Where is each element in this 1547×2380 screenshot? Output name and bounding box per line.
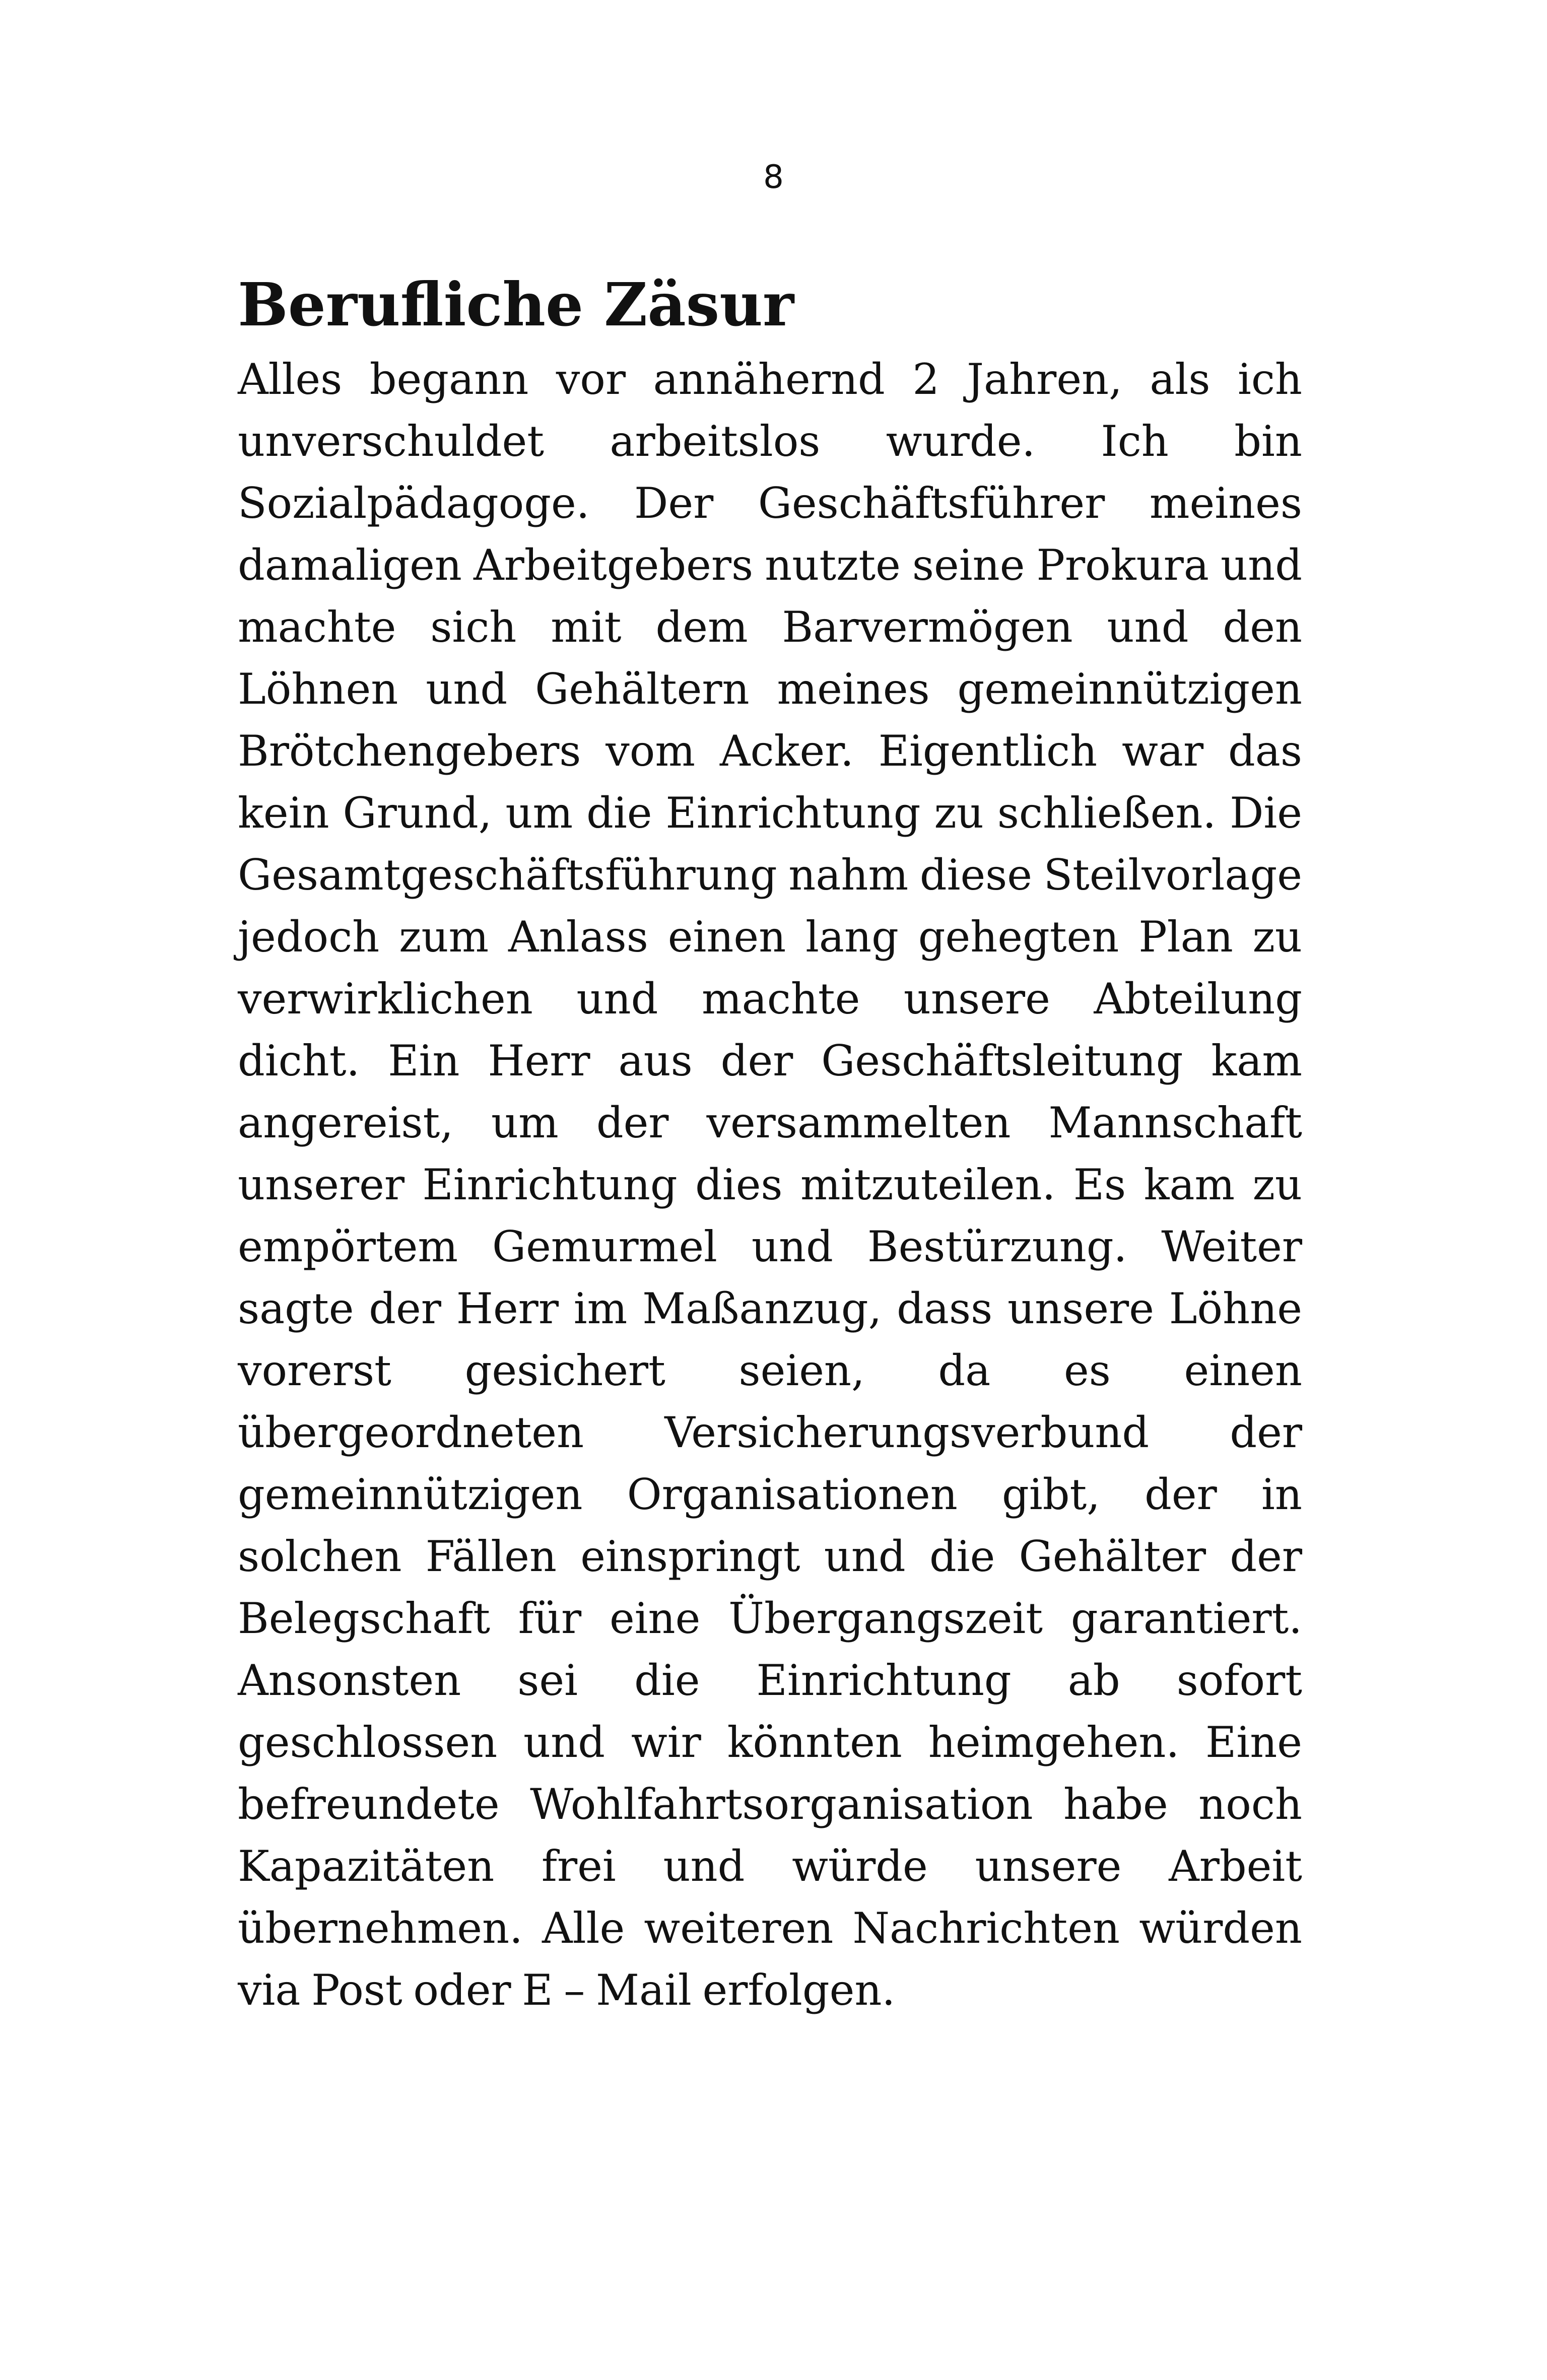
- chapter-title: Berufliche Zäsur: [238, 269, 794, 339]
- page-content: [238, 267, 1302, 2021]
- chapter-body-paragraph: Alles begann vor annähernd 2 Jahren, als ich unverschuldet arbeitslos wurde. Ich bin Sozialpädagoge. Der Geschäftsführer meines damaligen Arbeitgebers nutzte seine Prokura und machte sich mit dem Barvermögen und den Löhnen und Gehältern meines gemeinnützigen Brötchengebers vom Acker. Eigentlich war das kein Grund, um die Einrichtung zu schließen. Die Gesamtgeschäftsführung nahm diese Steilvorlage jedoch zum Anlass einen lang gehegten Plan zu verwirklichen und machte unsere Abteilung dicht. Ein Herr aus der Geschäftsleitung kam angereist, um der versammelten Mannschaft unserer Einrichtung dies mitzuteilen. Es kam zu empörtem Gemurmel und Bestürzung. Weiter sagte der Herr im Maßanzug, dass unsere Löhne vorerst gesichert seien, da es einen übergeordneten Versicherungsverbund der gemeinnützigen Organisationen gibt, der in solchen Fällen einspringt und die Gehälter der Belegschaft für eine Übergangszeit garantiert. Ansonsten sei die Einrichtung ab sofort geschlossen und wir könnten heimgehen. Eine befreundete Wohlfahrtsorganisation habe noch Kapazitäten frei und würde unsere Arbeit übernehmen. Alle weiteren Nachrichten würden via Post oder E – Mail erfolgen.: [238, 355, 1302, 2015]
- page-number: 8: [763, 159, 784, 196]
